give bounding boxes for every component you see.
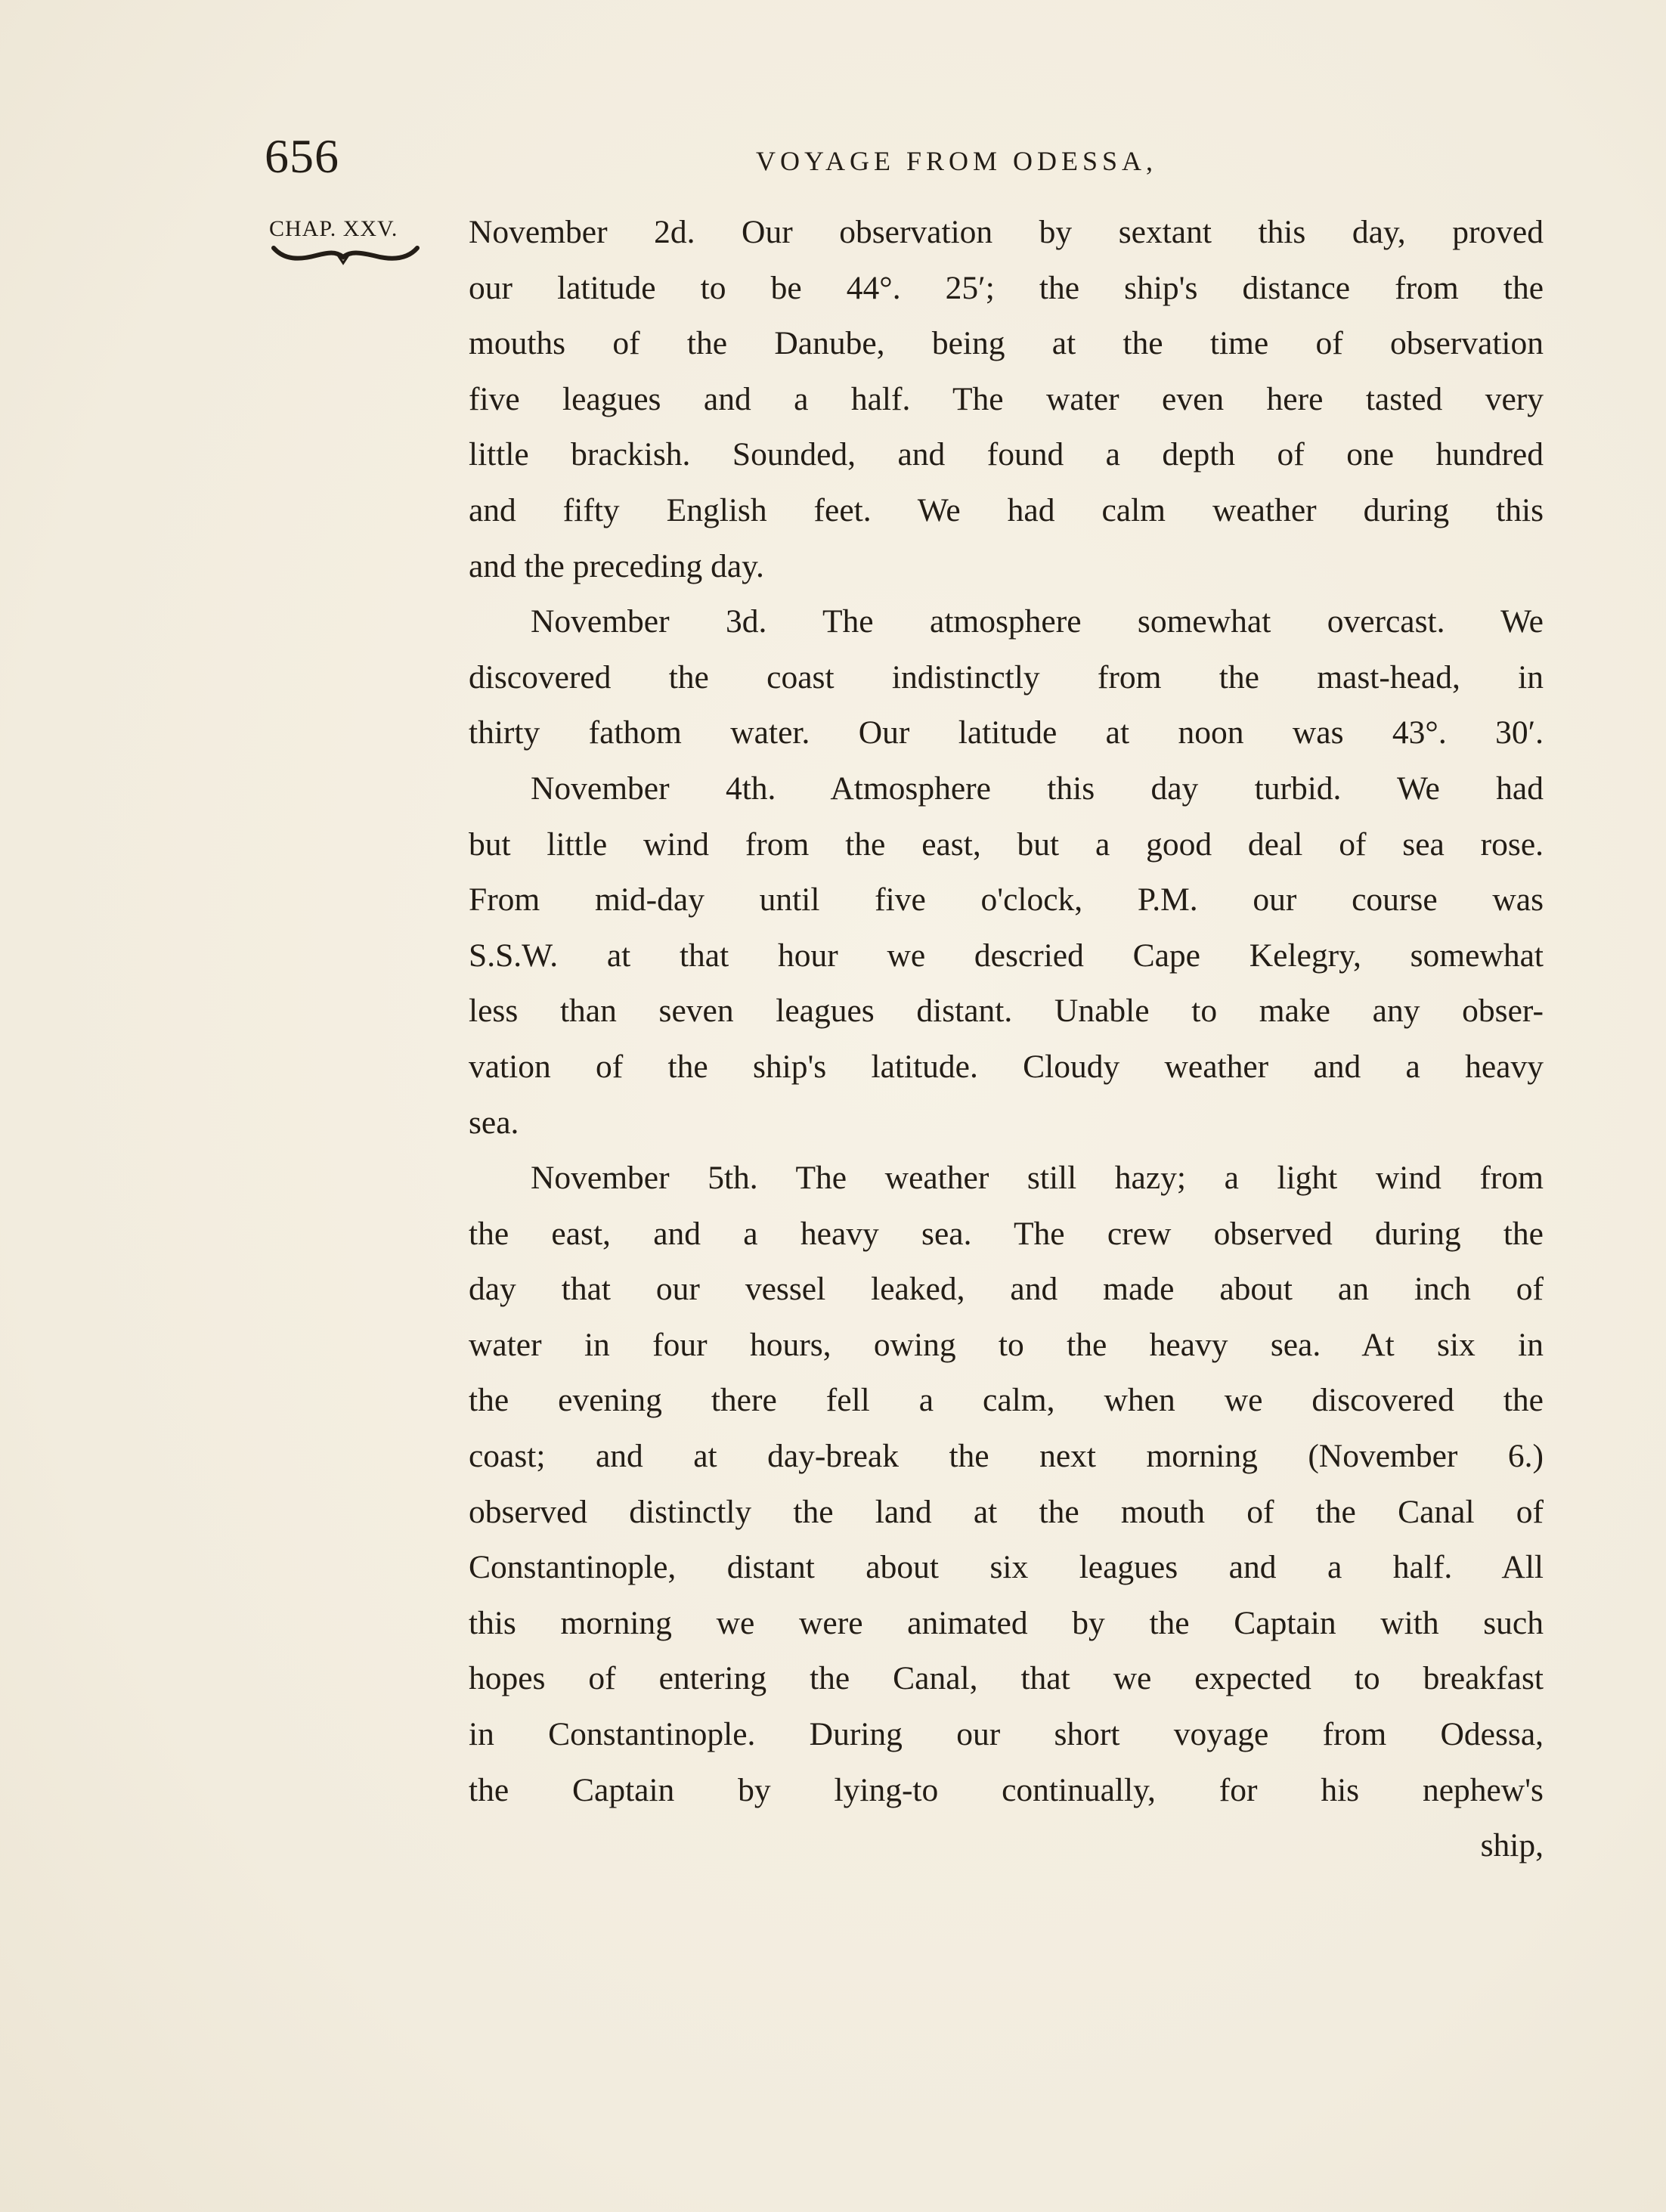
text-line: observed distinctly the land at the mouth of the Canal of [469,1493,1544,1530]
text-line: November 4th. Atmosphere this day turbid. We had [531,770,1544,807]
margin-note [269,216,428,269]
text-line: hopes of entering the Canal, that we expected to breakfast [469,1660,1544,1697]
text-line: five leagues and a half. The water even here tasted very [469,380,1544,417]
page-header [265,129,1550,197]
text-line: discovered the coast indistinctly from the mast-head, in [469,658,1544,696]
text-line: the Captain by lying-to continually, for his nephew's [469,1771,1544,1808]
text-line: November 5th. The weather still hazy; a light wind from [531,1160,1544,1197]
text-line: thirty fathom water. Our latitude at noon was 43°. 30′. [469,714,1544,751]
text-line: less than seven leagues distant. Unable to make any obser- [469,993,1544,1030]
text-line: but little wind from the east, but a good deal of sea rose. [469,826,1544,863]
text-line: vation of the ship's latitude. Cloudy weather and a heavy [469,1048,1544,1085]
text-line: the east, and a heavy sea. The crew observed during the [469,1215,1544,1252]
page-number: 656 [265,129,339,183]
text-line: little brackish. Sounded, and found a depth of one hundred [469,436,1544,473]
text-line: and fifty English feet. We had calm weather during this [469,491,1544,528]
text-line: S.S.W. at that hour we descried Cape Kelegry, somewhat [469,937,1544,974]
body-text [469,205,1544,1874]
text-line: sea. [469,1104,519,1141]
text-line: mouths of the Danube, being at the time of observation [469,325,1544,362]
chapter-ornament-icon [269,243,420,269]
running-head: VOYAGE FROM ODESSA, [756,146,1158,176]
text-line: day that our vessel leaked, and made about an inch of [469,1271,1544,1308]
text-line: Constantinople, distant about six leagues and a half. All [469,1549,1544,1586]
text-line: water in four hours, owing to the heavy sea. At six in [469,1326,1544,1363]
text-line: From mid-day until five o'clock, P.M. our course was [469,881,1544,919]
text-line: coast; and at day-break the next morning (November 6.) [469,1438,1544,1475]
text-line: this morning we were animated by the Captain with such [469,1604,1544,1641]
text-line: the evening there fell a calm, when we discovered the [469,1382,1544,1419]
text-line: in Constantinople. During our short voyage from Odessa, [469,1716,1544,1753]
text-line: and the preceding day. [469,547,764,584]
chapter-label: CHAP. XXV. [269,216,398,241]
catchword: ship, [1480,1827,1544,1864]
text-line: November 2d. Our observation by sextant this day, proved [469,214,1544,250]
text-line: November 3d. The atmosphere somewhat overcast. We [531,603,1544,640]
text-line: our latitude to be 44°. 25′; the ship's distance from the [469,269,1544,306]
